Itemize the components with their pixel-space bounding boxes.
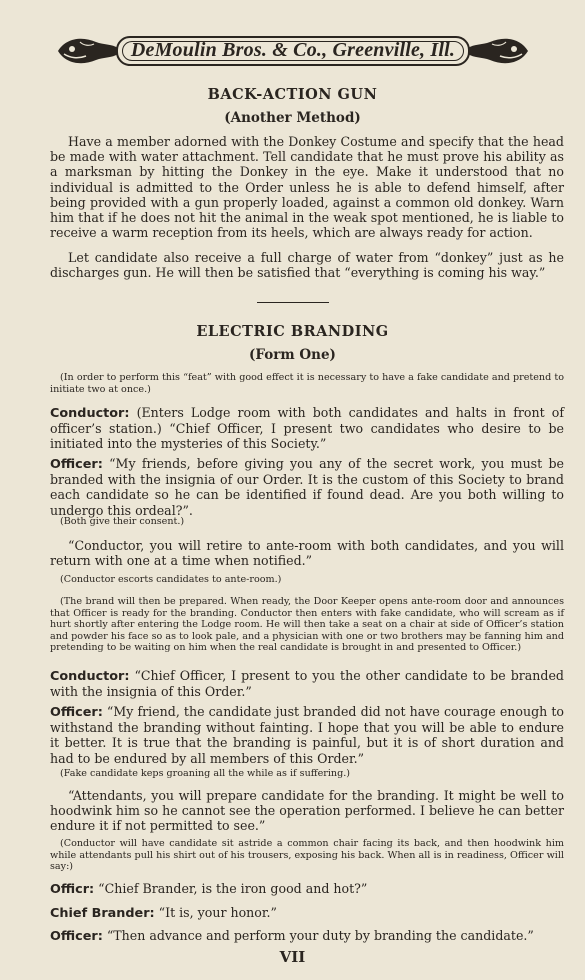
header-banner — [56, 34, 530, 68]
dialogue-text: (Enters Lodge room with both candidates and halts in front of officer’s station.) “Chief Officer, I present two candidates who desire to be initiated into the mysteries of this Society.” — [50, 405, 564, 452]
stage-direction: (Conductor will have candidate sit astride a common chair facing its back, and then hoodwink him while attendants pull his shirt out of his trousers, exposing his back. When all is in readiness, Officer will say:) — [50, 838, 564, 873]
dialogue-text: “My friends, before giving you any of the secret work, you must be branded with the insignia of our Order. It is the custom of this Society to brand each candidate so he can be identified if found dead. Are you both willing to undergo this ordeal?”. — [50, 456, 564, 518]
stage-direction: (Fake candidate keps groaning all the while as if suffering.) — [60, 768, 351, 779]
paragraph: “Conductor, you will retire to ante-room with both candidates, and you will return with one at a time when notified.” — [50, 538, 564, 569]
dialogue-line — [50, 704, 564, 766]
speaker-label: Officer: — [50, 929, 103, 944]
dialogue-text: “It is, your honor.” — [154, 905, 277, 920]
paragraph: “Attendants, you will prepare candidate for the branding. It might be well to hoodwink him so he cannot see the operation performed. I believe he can better endure it if not permitted to see.” — [50, 788, 564, 834]
dialogue-text: “Chief Brander, is the iron good and hot?” — [94, 881, 368, 896]
speaker-label: Officr: — [50, 882, 95, 897]
stage-direction: (Conductor escorts candidates to ante-room.) — [60, 574, 282, 585]
section-title: ELECTRIC BRANDING — [196, 323, 389, 340]
section-subtitle: (Form One) — [249, 347, 336, 363]
dialogue-line — [50, 928, 564, 944]
dialogue-text: “Then advance and perform your duty by branding the candidate.” — [102, 928, 534, 943]
speaker-label: Conductor: — [50, 669, 130, 684]
divider — [257, 302, 329, 303]
paragraph: Let candidate also receive a full charge of water from “donkey” just as he discharges gun. He will then be satisfied that “everything is coming his way.” — [50, 250, 564, 281]
paragraph: Have a member adorned with the Donkey Costume and specify that the head be made with water attachment. Tell candidate that he must prove his ability as a marksman by hitting the Donkey in the eye. Make it understood that no individual is admitted to the Order unless he is able to defend himself, after being provided with a gun properly loaded, against a common old donkey. Warn him that if he does not hit the animal in the weak spot mentioned, he is liable to receive a warm reception from its heels, which are always ready for action. — [50, 134, 564, 241]
dialogue-text: “My friend, the candidate just branded did not have courage enough to withstand the branding without fainting. I hope that you will be able to endure it better. It is true that the branding is painful, but it is of short duration and had to be endured by all members of this Order.” — [50, 704, 564, 766]
speaker-label: Conductor: — [50, 406, 130, 421]
dialogue-line — [50, 668, 564, 699]
stage-direction: (Both give their consent.) — [60, 516, 185, 527]
dialogue-line — [50, 405, 564, 452]
stage-direction: (The brand will then be prepared. When ready, the Door Keeper opens ante-room door and announces that Officer is ready for the branding. Conductor then enters with fake candidate, who will scream as if hurt shortly after entering the Lodge room. He will then take a seat on a chair at side of Officer’s station and powder his face so as to look pale, and a physician with one or two brothers may be fanning him and pretending to be waiting on him when the real candidate is brought in and presented to Officer.) — [50, 596, 564, 654]
lion-ornament-icon — [466, 34, 530, 68]
speaker-label: Officer: — [50, 457, 103, 472]
banner-title: DeMoulin Bros. & Co., Greenville, Ill. — [130, 39, 456, 61]
speaker-label: Chief Brander: — [50, 906, 155, 921]
dialogue-text: “Chief Officer, I present to you the other candidate to be branded with the insignia of this Order.” — [50, 668, 564, 700]
dialogue-line — [50, 881, 564, 897]
section-title: BACK-ACTION GUN — [207, 86, 378, 103]
page-number: VII — [279, 948, 306, 966]
section-subtitle: (Another Method) — [224, 110, 361, 126]
speaker-label: Officer: — [50, 705, 103, 720]
dialogue-line — [50, 905, 564, 921]
stage-direction: (In order to perform this “feat” with good effect it is necessary to have a fake candidate and pretend to initiate two at once.) — [50, 372, 564, 395]
dialogue-line — [50, 456, 564, 518]
lion-ornament-icon — [56, 34, 120, 68]
